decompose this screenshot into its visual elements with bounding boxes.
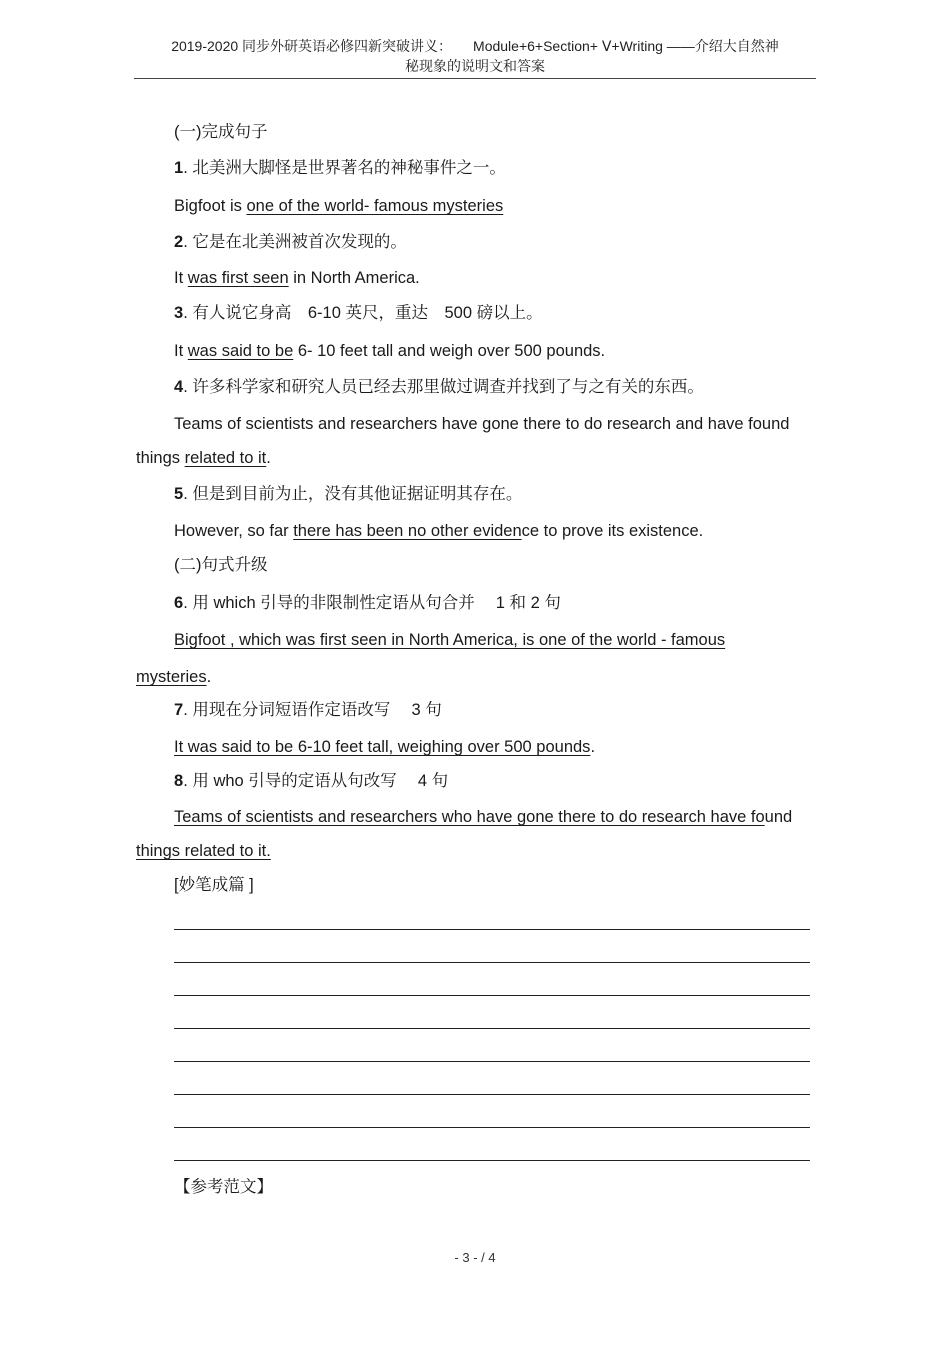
writing-line — [174, 1094, 810, 1095]
question-3-chinese: . 有人说它身高 6-10 英尺，重达 500 磅以上。 — [183, 304, 543, 322]
header-line-1: 2019-2020 同步外研英语必修四新突破讲义： Module+6+Section+ Ⅴ+Writing ——介绍大自然神 — [171, 38, 779, 54]
question-8-blank-1: Teams of scientists and researchers who have gone there to do research have fo — [174, 808, 765, 826]
question-5-pre: However, so far — [174, 522, 294, 540]
question-2-prompt — [174, 231, 407, 253]
writing-line — [174, 995, 810, 996]
question-3-blank: was said to be — [187, 342, 294, 360]
question-8-answer-line-1 — [174, 806, 792, 828]
question-4-pre: things — [136, 449, 185, 467]
question-3-number: 3 — [174, 304, 184, 322]
section-model-essay-title: 【参考范文】 — [174, 1178, 273, 1196]
question-5-blank: there has been no other eviden — [293, 522, 522, 540]
question-2-answer — [174, 267, 420, 289]
question-3-answer — [174, 340, 605, 362]
question-8-answer-line-2 — [136, 840, 271, 862]
header-line-2: 秘现象的说明文和答案 — [405, 58, 545, 74]
question-8-blank-2: things related to it. — [136, 842, 271, 860]
question-4-post: . — [266, 449, 271, 467]
question-2-number: 2 — [174, 233, 184, 251]
question-6-answer-line-1 — [174, 629, 725, 651]
question-7-answer — [174, 736, 595, 758]
question-1-prompt — [174, 157, 506, 179]
question-1-answer — [174, 195, 503, 217]
question-4-answer-line-2 — [136, 447, 271, 469]
question-2-post: in North America. — [288, 269, 420, 287]
question-5-chinese: . 但是到目前为止，没有其他证据证明其存在。 — [183, 485, 523, 503]
question-4-number: 4 — [174, 378, 184, 396]
question-1-number: 1 — [174, 159, 184, 177]
writing-line — [174, 929, 810, 930]
question-7-chinese: . 用现在分词短语作定语改写 3 句 — [183, 701, 442, 719]
question-1-pre: Bigfoot is — [174, 197, 247, 215]
question-6-blank-2: mysteries — [136, 668, 207, 686]
header-rule — [134, 78, 816, 79]
section-sentence-upgrade-title: (二)句式升级 — [174, 556, 268, 574]
writing-line — [174, 1127, 810, 1128]
writing-line — [174, 962, 810, 963]
question-3-prompt — [174, 302, 543, 324]
question-6-number: 6 — [174, 594, 184, 612]
question-2-chinese: . 它是在北美洲被首次发现的。 — [183, 233, 407, 251]
question-4-blank: related to it — [184, 449, 267, 467]
question-8-number: 8 — [174, 772, 184, 790]
question-6-chinese: . 用 which 引导的非限制性定语从句合并 1 和 2 句 — [183, 594, 561, 612]
writing-line — [174, 1160, 810, 1161]
section-writing-title: [妙笔成篇 ] — [174, 876, 254, 894]
question-5-number: 5 — [174, 485, 184, 503]
question-7-blank: It was said to be 6-10 feet tall, weighing over 500 pounds — [174, 738, 591, 756]
question-2-blank: was first seen — [187, 269, 289, 287]
question-8-post-1: und — [764, 808, 793, 826]
question-1-blank: one of the world- famous mysteries — [246, 197, 504, 215]
question-2-pre: It — [174, 269, 188, 287]
question-4-answer-line-1: Teams of scientists and researchers have gone there to do research and have found — [174, 415, 790, 433]
question-6-answer-line-2 — [136, 666, 211, 688]
question-5-answer — [174, 520, 703, 542]
writing-line — [174, 1061, 810, 1062]
question-6-prompt — [174, 592, 561, 614]
question-4-chinese: . 许多科学家和研究人员已经去那里做过调查并找到了与之有关的东西。 — [183, 378, 704, 396]
question-7-prompt — [174, 699, 442, 721]
question-1-chinese: . 北美洲大脚怪是世界著名的神秘事件之一。 — [183, 159, 506, 177]
question-8-prompt — [174, 770, 448, 792]
question-7-post: . — [590, 738, 596, 756]
question-8-chinese: . 用 who 引导的定语从句改写 4 句 — [183, 772, 449, 790]
question-7-number: 7 — [174, 701, 184, 719]
question-3-post: 6- 10 feet tall and weigh over 500 pounds. — [293, 342, 606, 360]
question-4-prompt — [174, 376, 704, 398]
question-5-prompt — [174, 483, 522, 505]
question-6-blank-1: Bigfoot , which was first seen in North America, is one of the world - famous — [174, 631, 726, 649]
page-header — [134, 36, 816, 76]
question-5-post: ce to prove its existence. — [521, 522, 704, 540]
question-3-pre: It — [174, 342, 188, 360]
question-6-post: . — [206, 668, 212, 686]
section-complete-sentences-title: (一)完成句子 — [174, 123, 268, 141]
writing-line — [174, 1028, 810, 1029]
page-number: - 3 - / 4 — [454, 1250, 496, 1265]
